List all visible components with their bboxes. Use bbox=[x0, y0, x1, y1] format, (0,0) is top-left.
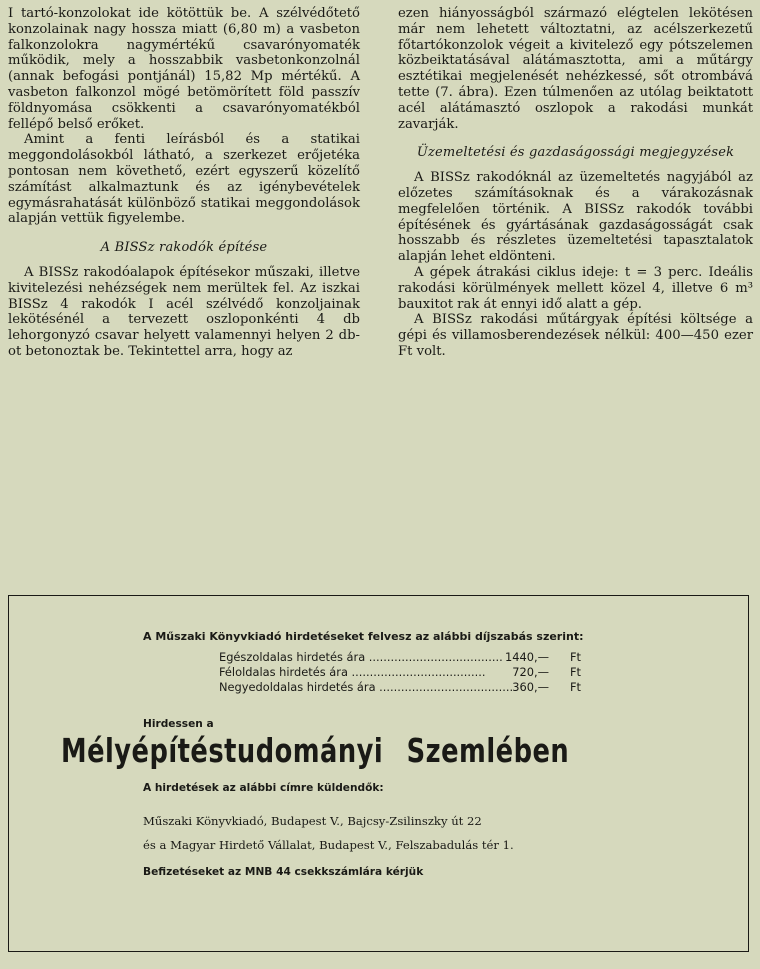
rate-price: 360,— bbox=[512, 679, 549, 694]
rate-label: Negyedoldalas hirdetés ára ..................................... bbox=[219, 679, 514, 694]
rate-table bbox=[219, 650, 581, 694]
advertisement-box bbox=[8, 595, 749, 952]
paragraph: Amint a fenti leírásból és a statikai meggondolásokból látható, a szerkezet erőjetéka pontosan nem követhető, ezért egyszerű közelítő számítást alkalmaztunk és az igénybevételek egymásrahatását különböző statikai meggondolások alapján vettük figyelembe. bbox=[8, 132, 360, 227]
paragraph: A BISSz rakodási műtárgyak építési költsége a gépi és villamosberendezések nélkül: 400—450 ezer Ft volt. bbox=[398, 312, 753, 359]
article-left-column bbox=[8, 6, 360, 360]
payment-note: Befizetéseket az MNB 44 csekkszámlára kérjük bbox=[143, 866, 424, 878]
section-heading: Üzemeltetési és gazdaságossági megjegyzések bbox=[416, 145, 735, 161]
ad-headline: Mélyépítéstudományi Szemlében bbox=[61, 731, 570, 770]
rate-label: Féloldalas hirdetés ára ..................................... bbox=[219, 664, 486, 679]
rate-price: 720,— bbox=[512, 664, 549, 679]
rate-row bbox=[219, 680, 581, 695]
rate-row bbox=[219, 665, 581, 680]
rate-currency: Ft bbox=[569, 679, 581, 694]
paragraph: I tartó-konzolokat ide kötöttük be. A szélvédőtető konzolainak nagy hossza miatt (6,80 m) a vasbeton falkonzolokra nagymértékű csavarónyomaték működik, mely a hosszabbik vasbetonkonzolnál (annak befogási pontjánál) 15,82 Mp mértékű. A vasbeton falkonzol mögé betömörített föld passzív földnyomása csökkenti a csavarónyomatékból fellépő belső erőket. bbox=[8, 6, 360, 132]
ad-intro: A Műszaki Könyvkiadó hirdetéseket felvesz az alábbi díjszabás szerint: bbox=[143, 630, 584, 643]
paragraph: A gépek átrakási ciklus ideje: t = 3 perc. Ideális rakodási körülmények mellett közel 4, illetve 6 m³ bauxitot rak át ennyi idő alatt a gép. bbox=[398, 264, 753, 312]
section-heading: A BISSz rakodók építése bbox=[100, 240, 268, 256]
address-line: Műszaki Könyvkiadó, Budapest V., Bajcsy-Zsilinszky út 22 bbox=[143, 814, 482, 828]
ad-lead: Hirdessen a bbox=[143, 718, 214, 730]
rate-currency: Ft bbox=[569, 664, 581, 679]
rate-currency: Ft bbox=[569, 650, 581, 664]
rate-row bbox=[219, 650, 581, 665]
address-line: és a Magyar Hirdető Vállalat, Budapest V., Felszabadulás tér 1. bbox=[143, 838, 514, 852]
address-intro: A hirdetések az alábbi címre küldendők: bbox=[143, 782, 384, 794]
rate-price: 1440,— bbox=[505, 650, 549, 664]
paragraph: A BISSz rakodóknál az üzemeltetés nagyjából az előzetes számításoknak és a várakozásnak megfelelően történik. A BISSz rakodók további építésének és gyártásának gazdaságosságát csak hosszabb és részletes üzemeltetési tapasztalatok alapján lehet eldönteni. bbox=[398, 170, 753, 265]
article-right-column bbox=[398, 6, 753, 360]
rate-label: Egészoldalas hirdetés ára ..................................... bbox=[219, 650, 503, 664]
paragraph: ezen hiányosságból származó elégtelen lekötésen már nem lehetett változtatni, az acélszerkezetű főtartókonzolok végeit a kivitelező egy pótszelemen közbeiktatásával alátámasztotta, ami a műtárgy esztétikai megjelenését nehézkessé, sőt otrombává tette (7. ábra). Ezen túlmenően az utólag beiktatott acél alátámasztó oszlopok a rakodási munkát zavarják. bbox=[398, 6, 753, 132]
paragraph: A BISSz rakodóalapok építésekor műszaki, illetve kivitelezési nehézségek nem merültek fel. Az iszkai BISSz 4 rakodók I acél szélvédő konzoljainak lekötésénél a tervezett oszloponkénti 4 db lehorgonyzó csavar helyett valamennyi helyen 2 db-ot betonoztak be. Tekintettel arra, hogy az bbox=[8, 264, 360, 359]
